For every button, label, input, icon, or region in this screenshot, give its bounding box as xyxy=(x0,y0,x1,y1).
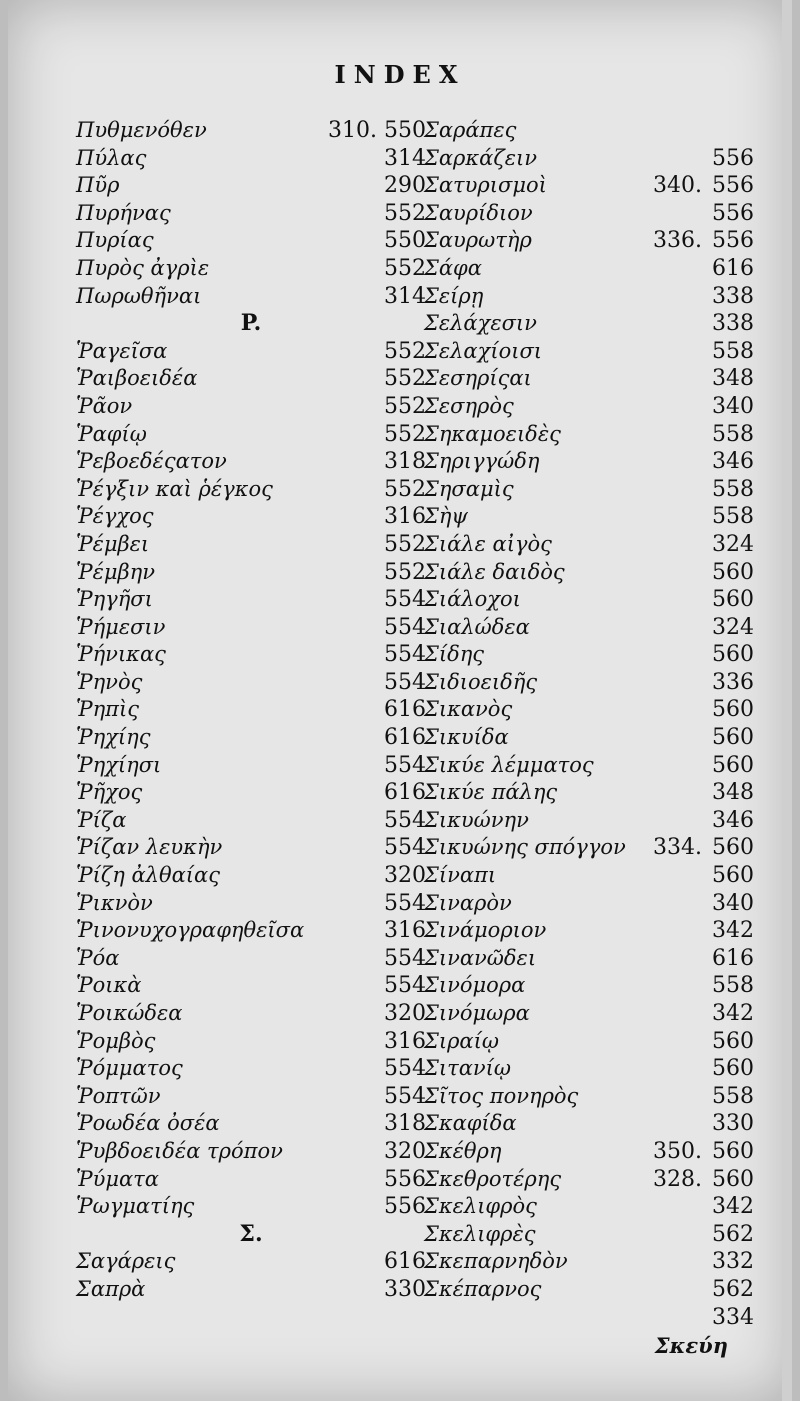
index-entry xyxy=(424,972,754,1000)
index-entry xyxy=(424,641,754,669)
entry-page-number: 290 xyxy=(384,173,426,199)
entry-page-number: 556 xyxy=(384,1166,426,1192)
entry-term: Ῥαφίῳ xyxy=(76,421,147,446)
entry-term: Σείρῃ xyxy=(424,283,484,308)
entry-page-number-secondary: 340. xyxy=(653,173,702,199)
index-entry xyxy=(424,1138,754,1166)
index-entry xyxy=(76,724,426,752)
entry-term: Σιαλώδεα xyxy=(424,614,530,639)
entry-term: Σατυρισμοὶ xyxy=(424,173,547,198)
index-entry xyxy=(76,669,426,697)
index-entry xyxy=(424,117,754,145)
entry-page-number: 554 xyxy=(384,587,426,613)
index-entry xyxy=(76,972,426,1000)
index-entry xyxy=(76,807,426,835)
entry-term: Ῥινονυχογραφηθεῖσα xyxy=(76,918,305,943)
entry-page-number: 320 xyxy=(384,1138,426,1164)
page-edge xyxy=(782,0,792,1401)
entry-page-number: 560 xyxy=(712,642,754,668)
index-entry xyxy=(424,338,754,366)
entry-term: Ῥηγῆσι xyxy=(76,587,153,612)
entry-term: Ῥᾶον xyxy=(76,393,133,418)
entry-page-number: 560 xyxy=(712,863,754,889)
entry-page-number: 346 xyxy=(712,449,754,475)
index-entry xyxy=(424,1193,754,1221)
entry-term: Ῥοικὰ xyxy=(76,973,142,998)
index-entry xyxy=(76,1138,426,1166)
section-letter: Σ. xyxy=(239,1220,263,1247)
entry-term: Σελάχεσιν xyxy=(424,311,537,336)
entry-term: Ῥόα xyxy=(76,945,120,970)
entry-page-number: 556 xyxy=(384,1194,426,1220)
entry-page-number: 616 xyxy=(712,945,754,971)
entry-term: Ῥοωδέα ὀσέα xyxy=(76,1111,220,1136)
entry-term: Ῥέμβην xyxy=(76,559,155,584)
entry-term: Ῥήμεσιν xyxy=(76,614,166,639)
entry-term: Ῥικνὸν xyxy=(76,890,153,915)
entry-term: Σινανῶδει xyxy=(424,945,537,970)
book-page xyxy=(8,0,792,1401)
index-entry xyxy=(424,862,754,890)
entry-page-number: 552 xyxy=(384,393,426,419)
entry-term: Σκέπαρνος xyxy=(424,1276,542,1301)
entry-term: Σινάμοριον xyxy=(424,918,547,943)
index-entry xyxy=(76,696,426,724)
index-entry xyxy=(76,890,426,918)
index-entry xyxy=(424,200,754,228)
entry-page-number: 554 xyxy=(384,973,426,999)
entry-page-number-secondary: 350. xyxy=(653,1138,702,1164)
entry-page-number: 562 xyxy=(712,1276,754,1302)
entry-term: Σκέθρη xyxy=(424,1138,502,1163)
index-entry xyxy=(76,200,426,228)
index-entry xyxy=(76,1276,426,1304)
index-entry xyxy=(76,559,426,587)
entry-term: Πῦρ xyxy=(76,173,120,198)
entry-term: Σκεθροτέρης xyxy=(424,1166,562,1191)
entry-page-number: 560 xyxy=(712,559,754,585)
entry-term: Πύλας xyxy=(76,145,147,170)
entry-term: Σικυώνην xyxy=(424,807,529,832)
entry-page-number: 558 xyxy=(712,338,754,364)
entry-page-number: 558 xyxy=(712,504,754,530)
index-entry xyxy=(76,145,426,173)
index-entry xyxy=(76,614,426,642)
entry-page-number: 554 xyxy=(384,1056,426,1082)
entry-page-number: 616 xyxy=(384,725,426,751)
entry-page-number: 338 xyxy=(712,311,754,337)
index-entry xyxy=(76,862,426,890)
entry-term: Σεσηρίςαι xyxy=(424,366,532,391)
index-entry xyxy=(424,834,754,862)
right-index-column xyxy=(424,117,754,1331)
entry-page-number: 340 xyxy=(712,890,754,916)
entry-page-number: 554 xyxy=(384,835,426,861)
entry-page-number: 316 xyxy=(384,1028,426,1054)
entry-term: Πυρίας xyxy=(76,228,154,253)
entry-term: Σικύε λέμματος xyxy=(424,752,594,777)
index-entry xyxy=(424,614,754,642)
entry-page-number: 550 xyxy=(384,228,426,254)
entry-term: Σαγάρεις xyxy=(76,1249,176,1274)
index-entry xyxy=(76,641,426,669)
entry-page-number: 338 xyxy=(712,283,754,309)
index-entry xyxy=(76,338,426,366)
entry-page-number: 318 xyxy=(384,1111,426,1137)
entry-page-number: 560 xyxy=(712,1056,754,1082)
entry-page-number: 552 xyxy=(384,476,426,502)
entry-term: Σαυρωτὴρ xyxy=(424,228,532,253)
entry-page-number: 552 xyxy=(384,338,426,364)
entry-page-number: 552 xyxy=(384,366,426,392)
entry-term: Πωρωθῆναι xyxy=(76,283,202,308)
entry-page-number: 616 xyxy=(712,255,754,281)
entry-page-number: 552 xyxy=(384,531,426,557)
index-entry xyxy=(424,421,754,449)
entry-term: Ῥίζα xyxy=(76,807,127,832)
entry-term: Σηριγγώδη xyxy=(424,449,540,474)
entry-term: Ῥίζη ἀλθαίας xyxy=(76,863,220,888)
entry-term: Ῥῆχος xyxy=(76,780,143,805)
section-letter: P. xyxy=(240,310,262,337)
entry-term: Ῥαγεῖσα xyxy=(76,338,168,363)
index-entry xyxy=(424,531,754,559)
entry-page-number: 320 xyxy=(384,1001,426,1026)
entry-page-number: 346 xyxy=(712,807,754,833)
entry-term: Σικυώνης σπόγγον xyxy=(424,835,626,860)
entry-term: Σικυίδα xyxy=(424,725,509,750)
entry-page-number-secondary: 328. xyxy=(653,1166,702,1192)
index-entry xyxy=(424,586,754,614)
index-entry xyxy=(424,917,754,945)
page-header: INDEX xyxy=(334,60,466,89)
entry-page-number: 330 xyxy=(712,1111,754,1137)
left-index-column xyxy=(76,117,426,1304)
entry-term: Ῥηχίης xyxy=(76,725,151,750)
index-entry xyxy=(424,1055,754,1083)
entry-page-number: 560 xyxy=(712,587,754,613)
entry-term: Πυθμενόθεν xyxy=(76,118,207,142)
index-entry xyxy=(76,283,426,311)
entry-term: Σηκαμοειδὲς xyxy=(424,421,561,446)
entry-term: Σιτανίῳ xyxy=(424,1056,512,1081)
index-entry xyxy=(424,890,754,918)
entry-page-number: 318 xyxy=(384,449,426,475)
entry-page-number: 554 xyxy=(384,752,426,778)
entry-page-number: 342 xyxy=(712,1194,754,1220)
entry-page-number: 552 xyxy=(384,255,426,281)
index-entry xyxy=(76,421,426,449)
index-entry xyxy=(424,227,754,255)
entry-page-number: 556 xyxy=(712,228,754,254)
index-entry xyxy=(76,448,426,476)
entry-page-number: 562 xyxy=(712,1221,754,1247)
entry-page-number: 554 xyxy=(384,890,426,916)
index-entry xyxy=(76,172,426,200)
entry-page-number: 560 xyxy=(712,1028,754,1054)
entry-term: Ῥοπτῶν xyxy=(76,1083,161,1108)
entry-page-number: 314 xyxy=(384,145,426,171)
entry-page-number: 552 xyxy=(384,200,426,226)
entry-page-number: 334 xyxy=(712,1304,754,1330)
entry-term: Ῥήνικας xyxy=(76,642,166,667)
entry-page-number: 348 xyxy=(712,366,754,392)
index-entry xyxy=(76,1028,426,1056)
entry-term: Ῥυβδοειδέα τρόπον xyxy=(76,1138,283,1163)
index-entry xyxy=(424,476,754,504)
index-entry xyxy=(76,531,426,559)
index-entry xyxy=(424,559,754,587)
entry-page-number: 316 xyxy=(384,504,426,530)
index-entry xyxy=(424,779,754,807)
entry-page-number: 560 xyxy=(712,752,754,778)
index-entry xyxy=(424,1221,754,1249)
index-entry xyxy=(424,172,754,200)
entry-term: Ῥομβὸς xyxy=(76,1028,156,1053)
entry-page-number: 314 xyxy=(384,283,426,309)
entry-term: Σιδιοειδῆς xyxy=(424,669,538,694)
entry-term: Ῥηνὸς xyxy=(76,669,143,694)
entry-page-number: 554 xyxy=(384,945,426,971)
entry-term: Σαπρὰ xyxy=(76,1276,146,1301)
index-entry xyxy=(424,945,754,973)
index-entry xyxy=(76,586,426,614)
entry-page-number: 558 xyxy=(712,973,754,999)
index-entry xyxy=(76,255,426,283)
index-entry xyxy=(76,1193,426,1221)
index-entry xyxy=(424,503,754,531)
entry-term: Ῥέγχος xyxy=(76,504,154,529)
entry-term: Πυρὸς ἀγρὶε xyxy=(76,255,210,280)
entry-page-number: 324 xyxy=(712,614,754,640)
index-entry xyxy=(424,283,754,311)
index-entry xyxy=(424,1248,754,1276)
index-entry xyxy=(424,724,754,752)
index-entry xyxy=(76,1166,426,1194)
entry-term: Σκελιφρὸς xyxy=(424,1194,537,1219)
index-entry xyxy=(76,476,426,504)
entry-term: Σινόμωρα xyxy=(424,1001,530,1025)
entry-page-number: 556 xyxy=(712,145,754,171)
entry-page-number: 560 xyxy=(712,1138,754,1164)
entry-term: Ῥηπὶς xyxy=(76,697,139,722)
entry-page-number: 342 xyxy=(712,1001,754,1026)
index-entry xyxy=(424,1028,754,1056)
entry-term: Ῥέγξιν καὶ ῥέγκος xyxy=(76,476,273,501)
entry-term: Ῥηχίησι xyxy=(76,752,162,777)
index-entry xyxy=(424,145,754,173)
entry-page-number: 310. 550 xyxy=(328,118,426,143)
index-entry xyxy=(76,779,426,807)
index-entry xyxy=(424,696,754,724)
entry-term: Σελαχίοισι xyxy=(424,338,543,363)
entry-page-number: 332 xyxy=(712,1249,754,1275)
index-entry xyxy=(76,752,426,780)
index-entry xyxy=(424,1083,754,1111)
entry-term: Σὴψ xyxy=(424,504,468,529)
entry-page-number: 560 xyxy=(712,697,754,723)
entry-page-number: 554 xyxy=(384,807,426,833)
index-entry xyxy=(424,752,754,780)
entry-page-number: 558 xyxy=(712,421,754,447)
index-entry xyxy=(424,1166,754,1194)
entry-term: Σαράπες xyxy=(424,118,517,142)
index-entry xyxy=(424,669,754,697)
entry-term: Ῥωγματίης xyxy=(76,1194,195,1219)
entry-page-number: 560 xyxy=(712,1166,754,1192)
index-entry xyxy=(424,255,754,283)
entry-page-number-secondary: 336. xyxy=(653,228,702,254)
entry-page-number: 552 xyxy=(384,421,426,447)
entry-term: Ῥοικώδεα xyxy=(76,1001,183,1025)
index-entry xyxy=(76,834,426,862)
index-entry xyxy=(424,310,754,338)
entry-term: Σκαφίδα xyxy=(424,1111,517,1136)
entry-page-number: 554 xyxy=(384,642,426,668)
entry-term: Πυρήνας xyxy=(76,200,171,225)
index-entry xyxy=(76,393,426,421)
entry-page-number: 330 xyxy=(384,1276,426,1302)
entry-page-number: 560 xyxy=(712,725,754,751)
entry-term: Σικύε πάλης xyxy=(424,780,558,805)
index-entry xyxy=(76,365,426,393)
catchword: Σκεύη xyxy=(654,1333,728,1358)
entry-term: Ῥεβοεδέςατον xyxy=(76,449,227,474)
entry-term: Σῖτος πονηρὸς xyxy=(424,1083,579,1108)
entry-term: Ῥέμβει xyxy=(76,531,150,556)
index-entry xyxy=(424,1110,754,1138)
entry-page-number: 336 xyxy=(712,669,754,695)
index-entry xyxy=(76,1083,426,1111)
entry-page-number: 616 xyxy=(384,697,426,723)
entry-page-number: 552 xyxy=(384,559,426,585)
entry-term: Σιάλοχοι xyxy=(424,587,521,612)
entry-page-number: 554 xyxy=(384,614,426,640)
index-entry xyxy=(76,1000,426,1028)
entry-term: Σίδης xyxy=(424,642,485,667)
index-entry xyxy=(76,117,426,145)
entry-page-number: 560 xyxy=(712,835,754,861)
index-entry xyxy=(424,448,754,476)
entry-page-number-secondary: 334. xyxy=(653,835,702,861)
entry-term: Σαυρίδιον xyxy=(424,200,533,225)
index-entry xyxy=(424,1276,754,1304)
entry-term: Σάφα xyxy=(424,255,482,280)
entry-term: Ῥόμματος xyxy=(76,1056,183,1081)
index-entry xyxy=(424,365,754,393)
entry-term: Σησαμὶς xyxy=(424,476,514,501)
index-entry xyxy=(76,917,426,945)
entry-term: Ῥύματα xyxy=(76,1166,159,1191)
entry-term: Σίναπι xyxy=(424,863,497,888)
entry-term: Σινόμορα xyxy=(424,973,526,998)
entry-page-number: 340 xyxy=(712,393,754,419)
index-entry-tail xyxy=(424,1304,754,1332)
entry-page-number: 558 xyxy=(712,476,754,502)
entry-term: Σαρκάζειν xyxy=(424,145,537,170)
entry-term: Σκεπαρνηδὸν xyxy=(424,1249,568,1274)
index-entry xyxy=(76,945,426,973)
index-entry xyxy=(76,1248,426,1276)
index-entry xyxy=(424,393,754,421)
entry-page-number: 554 xyxy=(384,669,426,695)
entry-term: Σκελιφρὲς xyxy=(424,1221,536,1246)
entry-term: Σιναρὸν xyxy=(424,890,512,915)
entry-page-number: 316 xyxy=(384,918,426,944)
entry-term: Ῥίζαν λευκὴν xyxy=(76,835,223,860)
entry-term: Σιάλε αἰγὸς xyxy=(424,531,552,556)
entry-page-number: 554 xyxy=(384,1083,426,1109)
index-entry xyxy=(76,1055,426,1083)
entry-page-number: 556 xyxy=(712,173,754,199)
entry-term: Σικανὸς xyxy=(424,697,513,722)
index-entry xyxy=(424,807,754,835)
entry-page-number: 342 xyxy=(712,918,754,944)
index-entry xyxy=(424,1000,754,1028)
index-entry xyxy=(76,227,426,255)
entry-term: Σιραίῳ xyxy=(424,1028,499,1053)
entry-page-number: 558 xyxy=(712,1083,754,1109)
entry-term: Ῥαιβοειδέα xyxy=(76,366,198,391)
entry-page-number: 616 xyxy=(384,1249,426,1275)
entry-page-number: 616 xyxy=(384,780,426,806)
entry-term: Σεσηρὸς xyxy=(424,393,514,418)
entry-page-number: 320 xyxy=(384,863,426,889)
index-entry xyxy=(76,1110,426,1138)
entry-page-number: 348 xyxy=(712,780,754,806)
entry-term: Σιάλε δαιδὸς xyxy=(424,559,565,584)
entry-page-number: 324 xyxy=(712,531,754,557)
index-entry xyxy=(76,503,426,531)
entry-page-number: 556 xyxy=(712,200,754,226)
